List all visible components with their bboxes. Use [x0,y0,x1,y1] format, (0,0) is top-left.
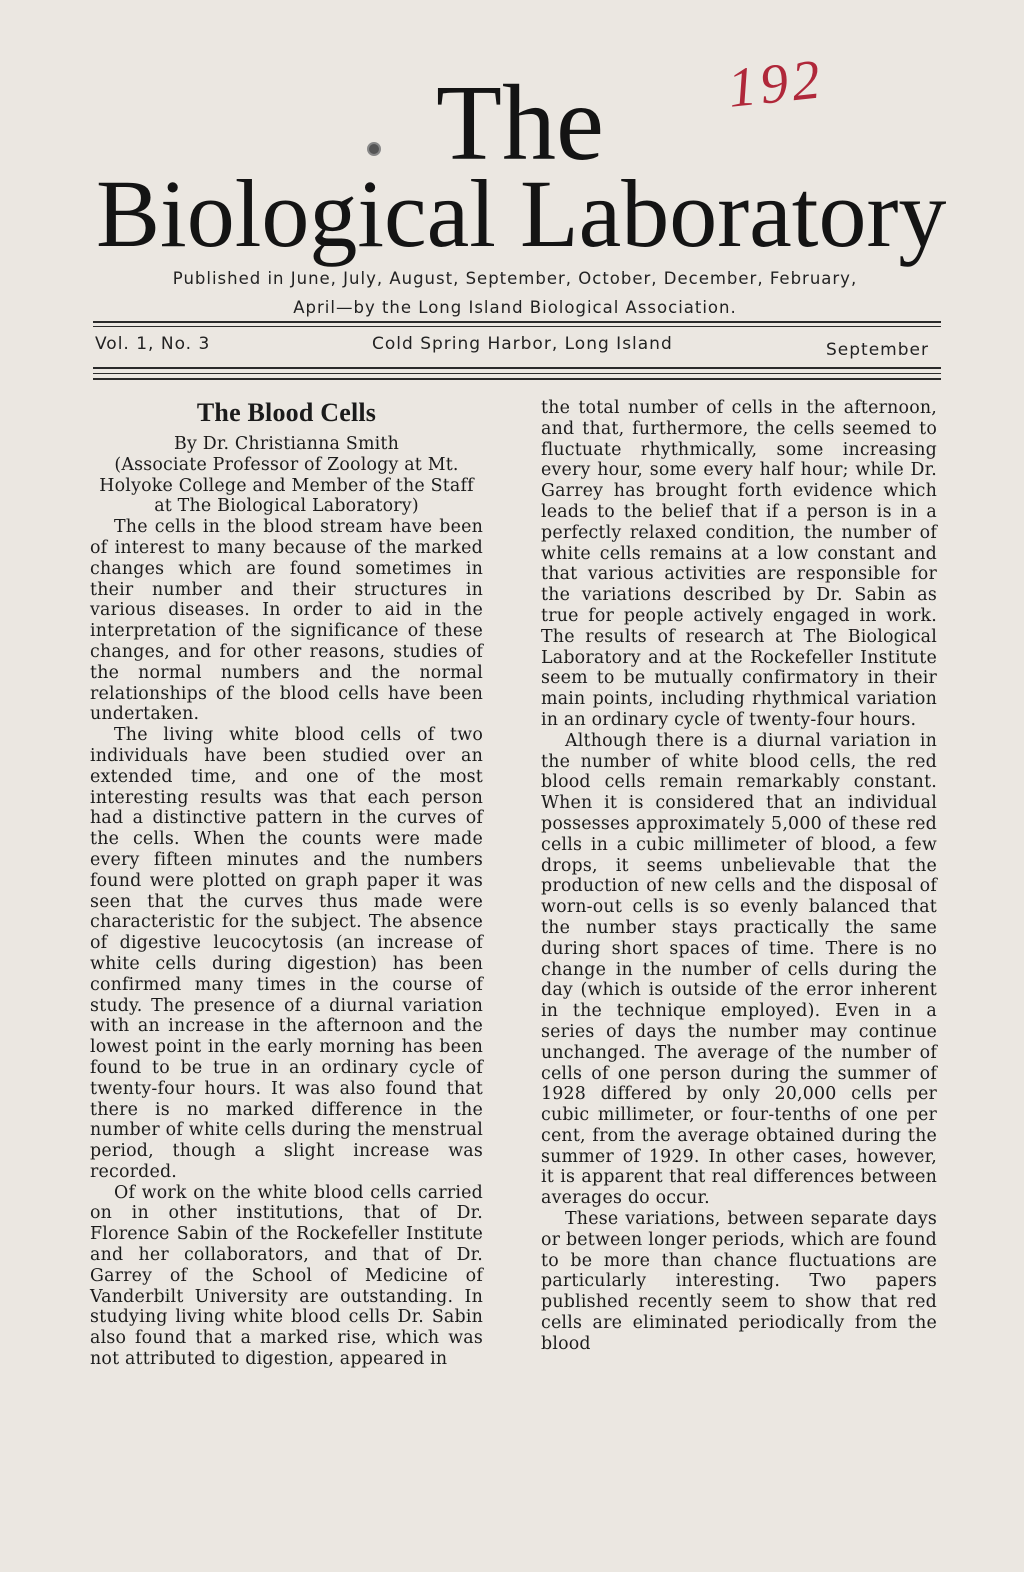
divider-rule [93,373,941,374]
article-paragraph: The living white blood cells of two individuals have been studied over an extended time, and one of the most interesting results was that each person had a distinctive pattern in the curves of the cells. When the counts were made every fifteen minutes and the numbers found were plotted on graph paper it was seen that the curves thus made were characteristic for the subject. The absence of digestive leucocytosis (an increase of white cells during digestion) has been confirmed many times in the course of study. The presence of a diurnal variation with an increase in the afternoon and the lowest point in the early morning has been found to be true in an ordinary cycle of twenty-four hours. It was also found that there is no marked difference in the number of white cells during the menstrual period, though a slight increase was recorded. [90,725,483,1182]
left-column [90,398,483,1370]
divider-rule [93,378,941,380]
article-title: The Blood Cells [196,398,377,427]
article-paragraph: These variations, between separate days or between longer periods, which are found to be more than chance fluctuations are particularly interesting. Two papers published recently seem to show that red cells are eliminated periodically from the blood [541,1209,937,1354]
volume-number: Vol. 1, No. 3 [95,334,211,354]
divider-rule [93,321,941,323]
article-paragraph: Although there is a diurnal variation in the number of white blood cells, the red blood cells remain remarkably constant. When it is considered that an individual possesses approximately 5,000 of these red cells in a cubic millimeter of blood, a few drops, it seems unbelievable that the production of new cells and the disposal of worn-out cells is so evenly balanced that the number stays practically the same during short spaces of time. There is no change in the number of cells during the day (which is outside of the error inherent in the technique employed). Even in a series of days the number may continue unchanged. The average of the number of cells of one person during the summer of 1928 differed by only 20,000 cells per cubic millimeter, or four-tenths of one per cent, from the average obtained during the summer of 1929. In other cases, however, it is apparent that real differences between averages do occur. [541,730,937,1209]
article-paragraph: the total number of cells in the afternoon, and that, furthermore, the cells seemed to fluctuate rhythmically, some increasing every hour, some every half hour; while Dr. Garrey has brought forth evidence which leads to the belief that if a person is in a perfectly relaxed condition, the number of white cells remains at a low constant and that various activities are responsible for the variations described by Dr. Sabin as true for people actively engaged in work. The results of research at The Biological Laboratory and at the Rockefeller Institute seem to be mutually confirmatory in their main points, including rhythmical variation in an ordinary cycle of twenty-four hours. [541,398,937,730]
right-column [541,398,937,1355]
publication-info [100,264,930,322]
publication-place: Cold Spring Harbor, Long Island [372,334,673,354]
publication-line-2: April—by the Long Island Biological Association. [293,298,737,317]
divider-rule [93,367,941,369]
masthead-the: The [436,64,604,183]
publication-line-1: Published in June, July, August, September, October, December, February, [172,269,858,288]
divider-rule [93,326,941,327]
author-affiliation: (Associate Professor of Zoology at Mt. Holyoke College and Member of the Staff at The Biological Laboratory) [99,454,474,517]
masthead-title: Biological Laboratory [96,160,947,267]
handwritten-note: 192 [725,48,827,120]
issue-month: September [826,340,929,360]
article-paragraph: The cells in the blood stream have been of interest to many because of the marked changes which are found sometimes in their number and their structures in various diseases. In order to aid in the interpretation of the significance of these changes, and for other reasons, studies of the normal numbers and the normal relationships of the blood cells have been undertaken. [90,517,483,725]
article-paragraph: Of work on the white blood cells carried on in other institutions, that of Dr. Florence Sabin of the Rockefeller Institute and her collaborators, and that of Dr. Garrey of the School of Medicine of Vanderbilt University are outstanding. In studying living white blood cells Dr. Sabin also found that a marked rise, which was not attributed to digestion, appeared in [90,1182,483,1370]
article-byline: By Dr. Christianna Smith [173,434,399,454]
